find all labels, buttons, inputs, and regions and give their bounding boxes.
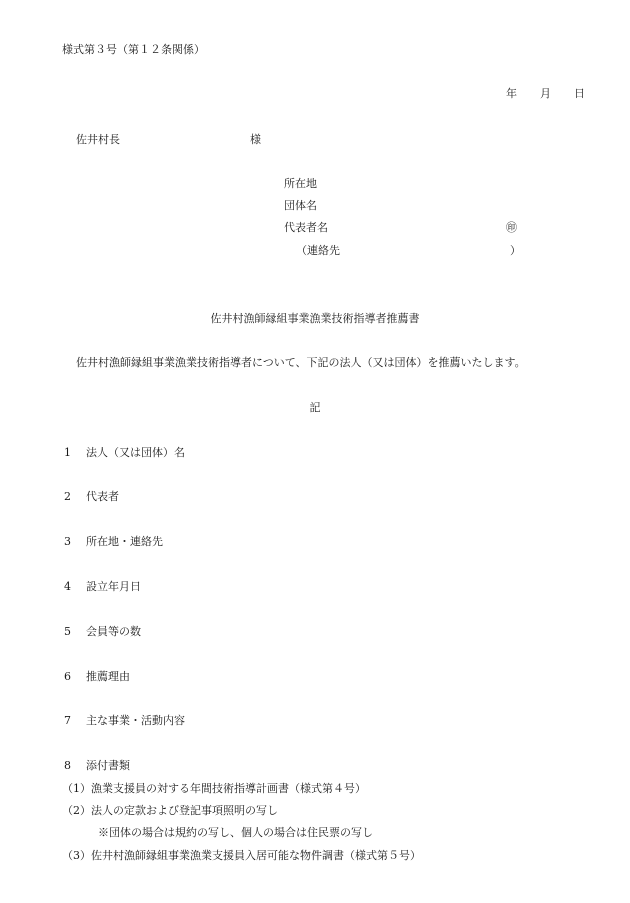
sender-representative-label: 代表者名 [284, 221, 328, 234]
attachment-2-note: ※団体の場合は規約の写し、個人の場合は住民票の写し [98, 826, 373, 839]
date-day: 日 [574, 87, 585, 100]
item-number: 5 [64, 625, 71, 638]
item-8 [64, 760, 130, 771]
date-line [506, 88, 585, 99]
item-number: 8 [64, 759, 71, 772]
item-label: 添付書類 [86, 759, 130, 772]
sender-organization-label: 団体名 [284, 199, 317, 212]
item-label: 設立年月日 [86, 580, 141, 593]
contact-open: （連絡先 [296, 244, 340, 257]
date-month: 月 [540, 87, 551, 100]
item-3 [64, 536, 163, 547]
item-number: 1 [64, 446, 71, 459]
attachment-1: （1）漁業支援員の対する年間技術指導計画書（様式第４号） [62, 782, 366, 795]
intro-text: 佐井村漁師縁組事業漁業技術指導者について、下記の法人（又は団体）を推薦いたします。 [76, 356, 526, 369]
item-label: 所在地・連絡先 [86, 535, 163, 548]
sender-contact [296, 244, 521, 257]
contact-close: ） [510, 244, 521, 257]
item-4 [64, 581, 141, 592]
item-1 [64, 447, 185, 458]
item-number: 2 [64, 490, 71, 503]
item-2 [64, 491, 119, 502]
item-number: 3 [64, 535, 71, 548]
item-6 [64, 671, 130, 682]
item-label: 代表者 [86, 490, 119, 503]
item-label: 主な事業・活動内容 [86, 714, 185, 727]
ki-heading: 記 [309, 401, 321, 414]
addressee [76, 133, 261, 146]
item-5 [64, 626, 141, 637]
addressee-name: 佐井村長 [76, 133, 120, 146]
sender-location-label: 所在地 [284, 177, 317, 190]
item-7 [64, 715, 185, 726]
form-number: 様式第３号（第１２条関係） [62, 43, 205, 56]
item-number: 7 [64, 714, 71, 727]
attachment-3: （3）佐井村漁師縁組事業漁業支援員入居可能な物件調書（様式第５号） [62, 849, 421, 862]
document-title: 佐井村漁師縁組事業漁業技術指導者推薦書 [210, 312, 420, 325]
item-label: 推薦理由 [86, 670, 130, 683]
item-number: 4 [64, 580, 71, 593]
date-year: 年 [506, 87, 517, 100]
seal-mark: ㊞ [506, 221, 517, 234]
item-label: 法人（又は団体）名 [86, 446, 185, 459]
attachment-2: （2）法人の定款および登記事項照明の写し [62, 804, 278, 817]
item-label: 会員等の数 [86, 625, 141, 638]
item-number: 6 [64, 670, 71, 683]
addressee-honorific: 様 [250, 133, 261, 146]
